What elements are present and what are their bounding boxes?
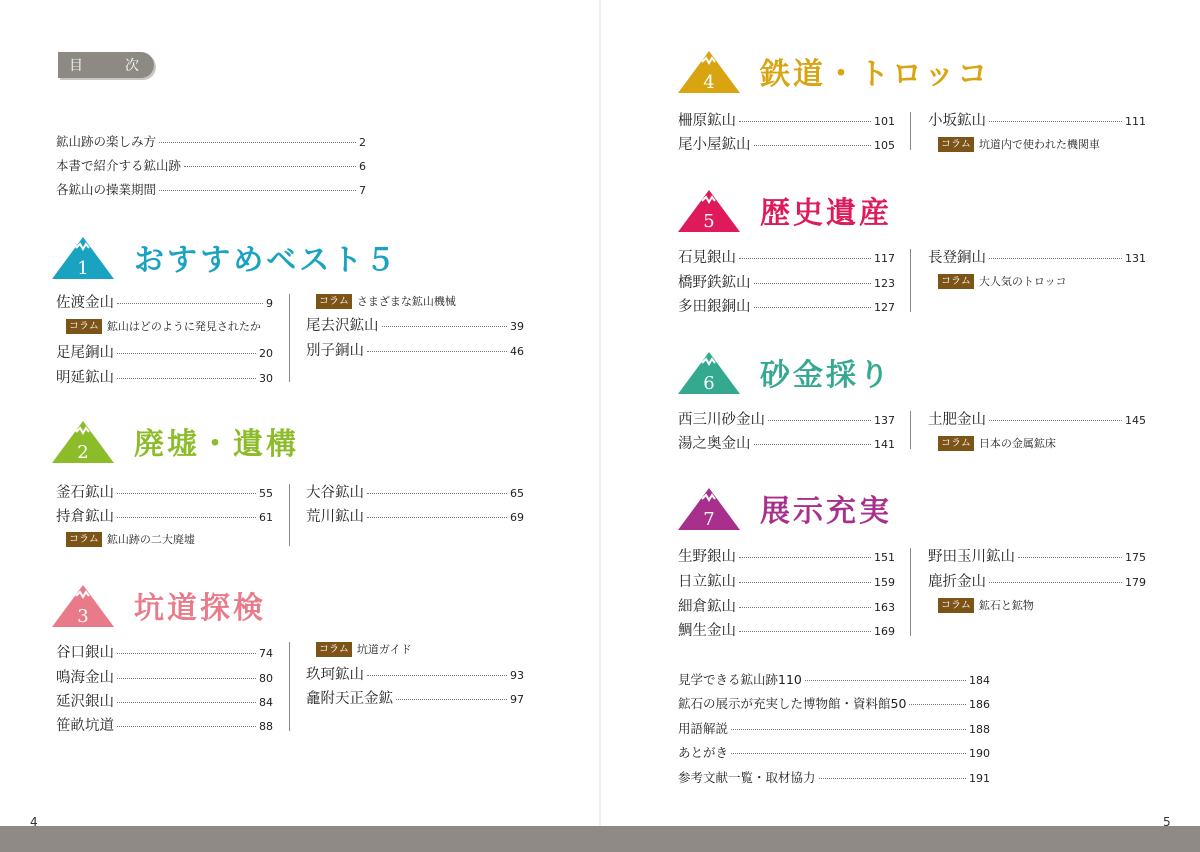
column-divider <box>910 249 911 312</box>
entry-page: 30 <box>259 372 273 385</box>
entry-title: 明延鉱山 <box>56 370 114 386</box>
entry-title: 谷口銀山 <box>56 645 114 661</box>
toc-entry <box>56 366 273 387</box>
entry-title: 佐渡金山 <box>56 295 114 311</box>
column-badge: コラム <box>938 274 974 289</box>
section-heading <box>52 235 398 279</box>
section-title: 砂金採り <box>760 358 892 393</box>
mountain-icon <box>678 49 740 93</box>
toc-entry <box>306 663 524 684</box>
column-title: 鉱山跡の二大廃墟 <box>106 533 195 546</box>
dot-leader <box>117 353 256 354</box>
entry-title: 足尾銅山 <box>56 345 114 361</box>
section-title: 坑道探検 <box>134 591 266 626</box>
outro-entry <box>678 743 990 761</box>
column-badge: コラム <box>66 319 102 334</box>
entry-title: 湯之奥金山 <box>678 436 751 452</box>
section-number: 3 <box>77 606 89 627</box>
section-title: 展示充実 <box>760 494 892 529</box>
dot-leader <box>739 121 871 122</box>
entry-page: 6 <box>359 160 366 173</box>
dot-leader <box>819 778 966 779</box>
toc-entry <box>56 714 273 735</box>
entry-title: 用語解説 <box>678 721 729 736</box>
entry-page: 151 <box>874 551 895 564</box>
toc-entry <box>56 341 273 362</box>
dot-leader <box>117 517 256 518</box>
entry-title: 龕附天正金鉱 <box>306 691 393 707</box>
toc-entry <box>928 246 1146 267</box>
section-title: おすすめベスト５ <box>134 243 399 278</box>
toc-entry <box>678 246 895 267</box>
dot-leader <box>768 420 871 421</box>
dot-leader <box>731 753 966 754</box>
dot-leader <box>754 283 872 284</box>
entry-page: 84 <box>259 696 273 709</box>
section-number: 7 <box>703 509 715 530</box>
toc-entry <box>306 314 524 335</box>
entry-title: 細倉鉱山 <box>678 599 736 615</box>
dot-leader <box>989 582 1122 583</box>
entry-title: 野田玉川鉱山 <box>928 549 1015 565</box>
entry-title: あとがき <box>678 745 729 760</box>
entry-page: 186 <box>969 698 990 711</box>
column-entry <box>938 136 1100 152</box>
column-badge: コラム <box>66 532 102 547</box>
entry-page: 9 <box>266 297 273 310</box>
toc-entry <box>56 666 273 687</box>
outro-entry <box>678 670 990 688</box>
entry-page: 127 <box>874 301 895 314</box>
intro-entry <box>56 180 366 198</box>
entry-title: 柵原鉱山 <box>678 113 736 129</box>
entry-title: 延沢銀山 <box>56 694 114 710</box>
dot-leader <box>739 582 871 583</box>
entry-page: 123 <box>874 277 895 290</box>
column-badge: コラム <box>316 642 352 657</box>
column-divider <box>289 484 290 546</box>
entry-title: 別子銅山 <box>306 343 364 359</box>
dot-leader <box>989 258 1122 259</box>
entry-page: 188 <box>969 723 990 736</box>
toc-entry <box>56 291 273 312</box>
toc-entry <box>678 432 895 453</box>
dot-leader <box>739 258 871 259</box>
dot-leader <box>989 420 1122 421</box>
column-entry <box>938 273 1067 289</box>
column-title: 鉱山はどのように発見されたか <box>106 320 261 333</box>
entry-page: 131 <box>1125 252 1146 265</box>
entry-page: 2 <box>359 136 366 149</box>
intro-entry <box>56 132 366 150</box>
column-divider <box>289 294 290 382</box>
section-title: 廃墟・遺構 <box>134 427 299 462</box>
mountain-icon <box>52 235 114 279</box>
dot-leader <box>367 675 507 676</box>
dot-leader <box>117 303 263 304</box>
entry-page: 88 <box>259 720 273 733</box>
toc-entry <box>678 271 895 292</box>
section-number: 6 <box>703 373 715 394</box>
toc-entry <box>678 570 895 591</box>
entry-title: 鉱石の展示が充実した博物館・資料館50 <box>678 696 907 711</box>
dot-leader <box>117 678 256 679</box>
entry-title: 橋野鉄鉱山 <box>678 275 751 291</box>
entry-page: 101 <box>874 115 895 128</box>
toc-entry <box>678 545 895 566</box>
section-number: 1 <box>77 258 89 279</box>
section-heading <box>678 486 892 530</box>
entry-page: 175 <box>1125 551 1146 564</box>
entry-page: 105 <box>874 139 895 152</box>
dot-leader <box>1018 557 1122 558</box>
entry-page: 190 <box>969 747 990 760</box>
column-title: 坑道内で使われた機関車 <box>978 138 1100 151</box>
dot-leader <box>382 326 508 327</box>
column-title: 坑道ガイド <box>356 643 412 656</box>
mountain-icon <box>678 188 740 232</box>
entry-page: 97 <box>510 693 524 706</box>
section-heading <box>678 188 892 232</box>
entry-title: 鳴海金山 <box>56 670 114 686</box>
section-heading <box>52 583 266 627</box>
column-entry <box>316 641 412 657</box>
entry-page: 39 <box>510 320 524 333</box>
column-badge: コラム <box>938 436 974 451</box>
dot-leader <box>367 517 507 518</box>
dot-leader <box>117 493 256 494</box>
dot-leader <box>159 190 356 191</box>
page-gutter <box>599 0 601 826</box>
dot-leader <box>159 142 356 143</box>
entry-title: 尾去沢鉱山 <box>306 318 379 334</box>
dot-leader <box>367 351 507 352</box>
section-heading <box>678 49 990 93</box>
entry-page: 61 <box>259 511 273 524</box>
toc-entry <box>56 505 273 526</box>
entry-title: 玖珂鉱山 <box>306 667 364 683</box>
dot-leader <box>117 378 256 379</box>
column-title: さまざまな鉱山機械 <box>356 295 456 308</box>
toc-entry <box>678 595 895 616</box>
entry-title: 大谷鉱山 <box>306 485 364 501</box>
dot-leader <box>739 631 871 632</box>
entry-title: 日立鉱山 <box>678 574 736 590</box>
dot-leader <box>396 699 507 700</box>
toc-entry <box>928 570 1146 591</box>
toc-entry <box>928 109 1146 130</box>
entry-page: 93 <box>510 669 524 682</box>
entry-page: 111 <box>1125 115 1146 128</box>
dot-leader <box>117 726 256 727</box>
entry-title: 尾小屋鉱山 <box>678 137 751 153</box>
footer-bar <box>0 826 1200 852</box>
page-number-left: 4 <box>30 815 38 829</box>
toc-tab <box>58 52 154 78</box>
entry-title: 本書で紹介する鉱山跡 <box>56 158 182 173</box>
section-title: 鉄道・トロッコ <box>760 57 991 92</box>
entry-title: 多田銀銅山 <box>678 299 751 315</box>
dot-leader <box>117 653 256 654</box>
entry-page: 184 <box>969 674 990 687</box>
entry-page: 55 <box>259 487 273 500</box>
section-number: 4 <box>703 72 715 93</box>
entry-page: 159 <box>874 576 895 589</box>
column-entry <box>938 597 1034 613</box>
mountain-icon <box>678 486 740 530</box>
dot-leader <box>739 557 871 558</box>
entry-page: 137 <box>874 414 895 427</box>
entry-title: 鉱山跡の楽しみ方 <box>56 134 157 149</box>
outro-entry <box>678 768 990 786</box>
entry-title: 石見銀山 <box>678 250 736 266</box>
toc-entry <box>306 505 524 526</box>
entry-page: 80 <box>259 672 273 685</box>
entry-page: 7 <box>359 184 366 197</box>
entry-title: 荒川鉱山 <box>306 509 364 525</box>
entry-page: 145 <box>1125 414 1146 427</box>
entry-page: 74 <box>259 647 273 660</box>
toc-entry <box>928 408 1146 429</box>
entry-page: 191 <box>969 772 990 785</box>
entry-title: 見学できる鉱山跡110 <box>678 672 802 687</box>
column-badge: コラム <box>316 294 352 309</box>
entry-page: 179 <box>1125 576 1146 589</box>
column-title: 鉱石と鉱物 <box>978 599 1034 612</box>
dot-leader <box>909 704 966 705</box>
entry-title: 小坂鉱山 <box>928 113 986 129</box>
toc-entry <box>678 295 895 316</box>
toc-entry <box>678 133 895 154</box>
outro-entry <box>678 719 990 737</box>
dot-leader <box>367 493 507 494</box>
section-title: 歴史遺産 <box>760 196 892 231</box>
column-entry <box>66 318 261 334</box>
column-entry <box>316 293 456 309</box>
mountain-icon <box>52 583 114 627</box>
toc-entry <box>928 545 1146 566</box>
entry-page: 117 <box>874 252 895 265</box>
dot-leader <box>989 121 1122 122</box>
toc-entry <box>306 687 524 708</box>
toc-entry <box>56 481 273 502</box>
section-number: 5 <box>703 211 715 232</box>
mountain-icon <box>52 419 114 463</box>
toc-entry <box>678 619 895 640</box>
entry-page: 169 <box>874 625 895 638</box>
column-divider <box>910 411 911 449</box>
column-entry <box>66 531 195 547</box>
dot-leader <box>739 607 871 608</box>
section-heading <box>678 350 892 394</box>
entry-page: 46 <box>510 345 524 358</box>
column-badge: コラム <box>938 598 974 613</box>
column-title: 日本の金属鉱床 <box>978 437 1056 450</box>
dot-leader <box>754 307 872 308</box>
entry-title: 釜石鉱山 <box>56 485 114 501</box>
toc-entry <box>306 339 524 360</box>
column-title: 大人気のトロッコ <box>978 275 1067 288</box>
column-divider <box>910 548 911 636</box>
entry-title: 持倉鉱山 <box>56 509 114 525</box>
entry-title: 土肥金山 <box>928 412 986 428</box>
dot-leader <box>754 444 872 445</box>
toc-entry <box>56 690 273 711</box>
toc-entry <box>306 481 524 502</box>
outro-entry <box>678 694 990 712</box>
entry-page: 69 <box>510 511 524 524</box>
section-heading <box>52 419 299 463</box>
entry-title: 生野銀山 <box>678 549 736 565</box>
entry-title: 長登銅山 <box>928 250 986 266</box>
entry-page: 141 <box>874 438 895 451</box>
entry-title: 参考文献一覧・取材協力 <box>678 770 816 785</box>
entry-title: 笹畝坑道 <box>56 718 114 734</box>
toc-label: 目 次 <box>69 58 153 74</box>
dot-leader <box>805 680 966 681</box>
section-number: 2 <box>77 442 89 463</box>
mountain-icon <box>678 350 740 394</box>
entry-page: 20 <box>259 347 273 360</box>
entry-title: 各鉱山の操業期間 <box>56 182 157 197</box>
dot-leader <box>731 729 966 730</box>
toc-entry <box>56 641 273 662</box>
entry-page: 163 <box>874 601 895 614</box>
entry-title: 西三川砂金山 <box>678 412 765 428</box>
dot-leader <box>754 145 872 146</box>
toc-entry <box>678 109 895 130</box>
column-divider <box>289 642 290 731</box>
entry-title: 鹿折金山 <box>928 574 986 590</box>
column-badge: コラム <box>938 137 974 152</box>
dot-leader <box>117 702 256 703</box>
column-entry <box>938 435 1056 451</box>
entry-page: 65 <box>510 487 524 500</box>
entry-title: 鯛生金山 <box>678 623 736 639</box>
intro-entry <box>56 156 366 174</box>
dot-leader <box>184 166 356 167</box>
column-divider <box>910 112 911 150</box>
toc-entry <box>678 408 895 429</box>
page-number-right: 5 <box>1163 815 1171 829</box>
